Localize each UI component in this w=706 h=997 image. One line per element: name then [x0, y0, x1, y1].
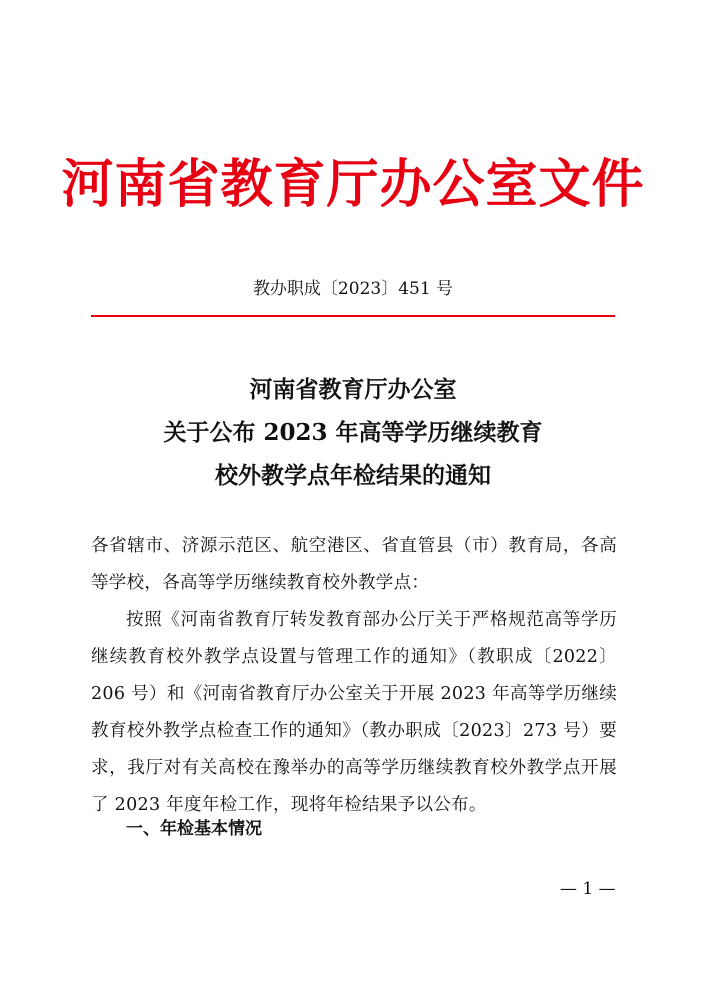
section-heading-1: 一、年检基本情况 — [126, 819, 262, 839]
red-divider-line — [91, 315, 615, 317]
notice-title-line-2: 关于公布 2023 年高等学历继续教育 — [163, 419, 543, 446]
notice-body — [91, 528, 617, 824]
document-header-title: 河南省教育厅办公室文件 — [61, 154, 645, 215]
notice-title-line-3: 校外教学点年检结果的通知 — [215, 462, 491, 489]
document-number: 教办职成〔2023〕451 号 — [252, 279, 454, 299]
body-paragraph-1: 按照《河南省教育厅转发教育部办公厅关于严格规范高等学历继续教育校外教学点设置与管理工作的通知》（教职成〔2022〕206 号）和《河南省教育厅办公室关于开展 2023 年高等学历继续教育校外教学点检查工作的通知》（教办职成〔2023〕273 号）要求，我厅对有关高校在豫举办的高等学历继续教育校外教学点开展了 2023 年度年检工作，现将年检结果予以公布。 — [91, 610, 617, 815]
notice-title — [0, 368, 706, 497]
salutation: 各省辖市、济源示范区、航空港区、省直管县（市）教育局，各高等学校，各高等学历继续教育校外教学点： — [91, 536, 617, 593]
page-number: — 1 — — [560, 879, 616, 899]
notice-title-line-1: 河南省教育厅办公室 — [249, 376, 457, 403]
